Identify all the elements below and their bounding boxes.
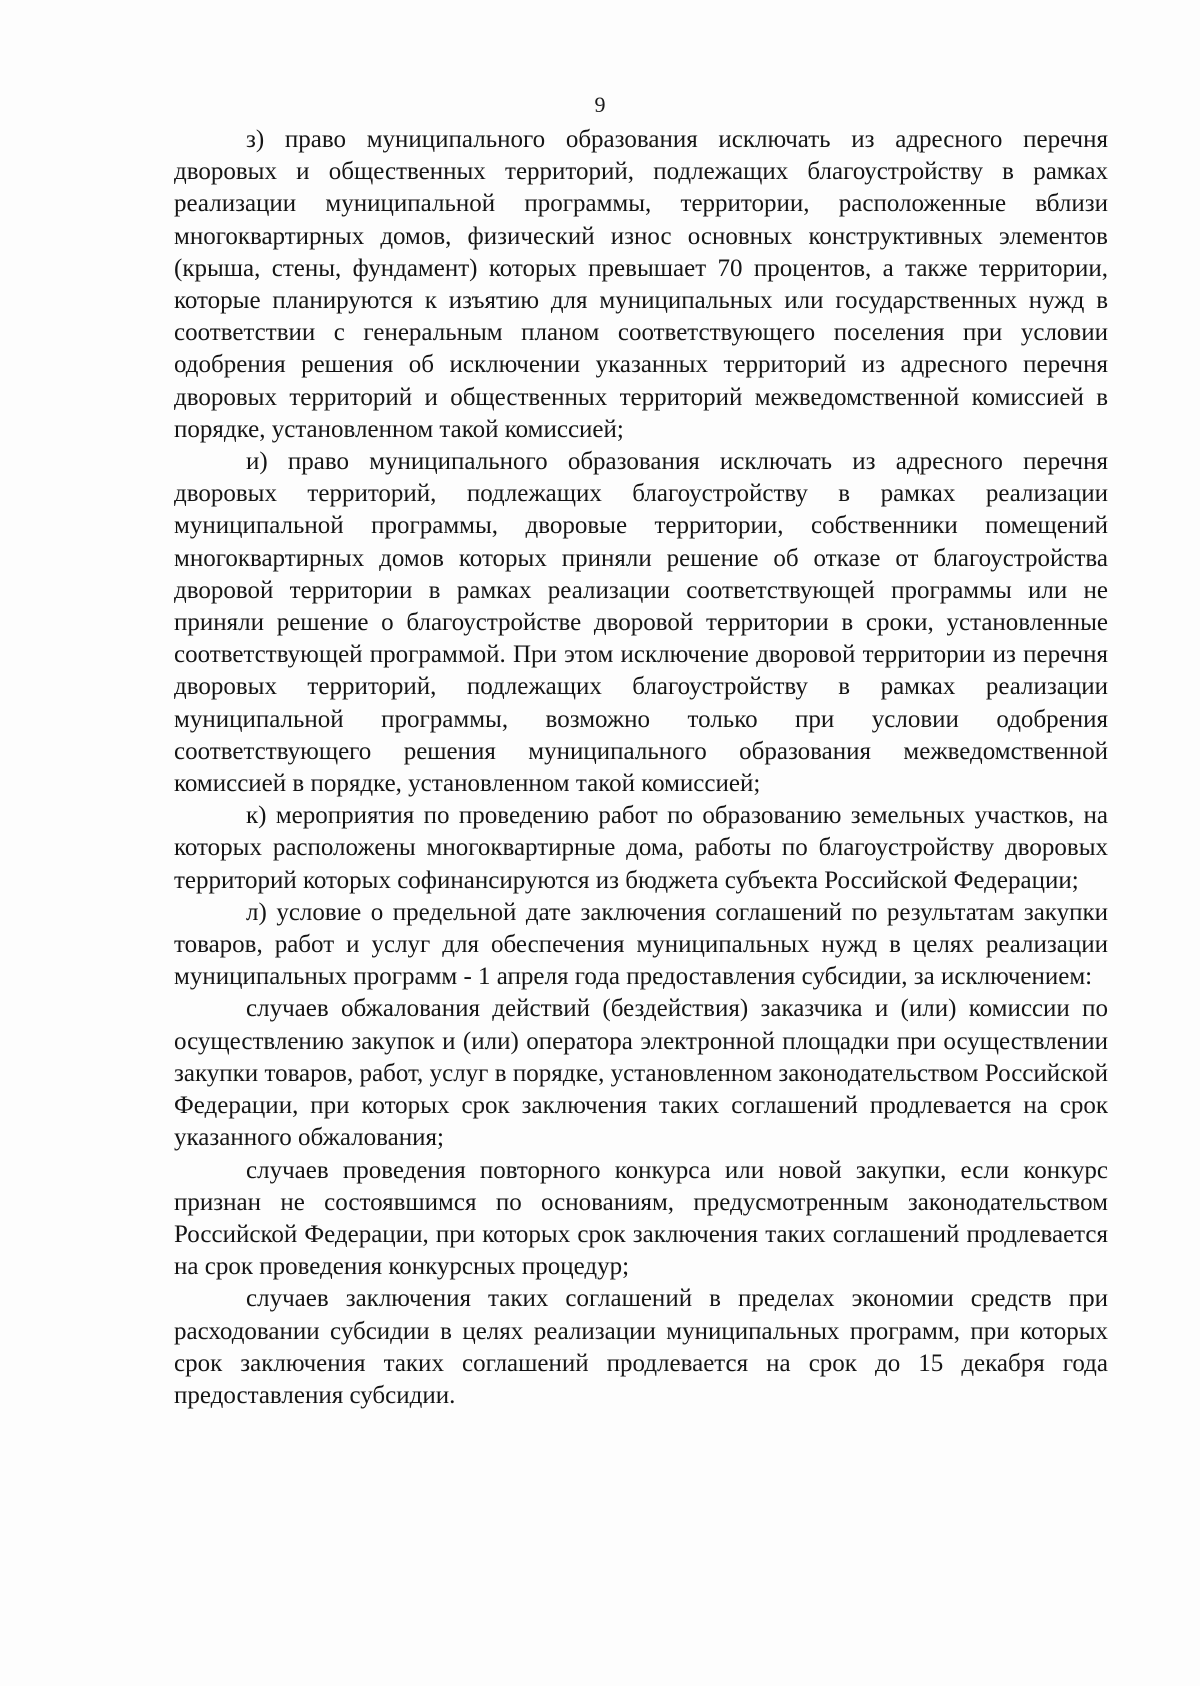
paragraph-savings-cases: случаев заключения таких соглашений в пределах экономии средств при расходовании субсидии в целях реализации муниципальных программ, при которых срок заключения таких соглашений продлевается на срок до 15 декабря года предоставления субсидии. [174, 1285, 1108, 1409]
paragraph-appeal-cases: случаев обжалования действий (бездействия) заказчика и (или) комиссии по осуществлению закупок и (или) оператора электронной площадки при осуществлении закупки товаров, работ, услуг в порядке, установленном законодательством Российской Федерации, при которых срок заключения таких соглашений продлевается на срок указанного обжалования; [174, 995, 1108, 1152]
page-number: 9 [594, 92, 606, 117]
paragraph-k: к) мероприятия по проведению работ по образованию земельных участков, на которых расположены многоквартирные дома, работы по благоустройству дворовых территорий которых софинансируются из бюджета субъекта Российской Федерации; [174, 802, 1108, 894]
paragraph-l: л) условие о предельной дате заключения соглашений по результатам закупки товаров, работ и услуг для обеспечения муниципальных нужд в целях реализации муниципальных программ - 1 апреля года предоставления субсидии, за исключением: [174, 898, 1108, 991]
paragraph-i: и) право муниципального образования исключать из адресного перечня дворовых территорий, подлежащих благоустройству в рамках реализации муниципальной программы, дворовые территории, собственники помещений многоквартирных домов которых приняли решение об отказе от благоустройства дворовой территории в рамках реализации соответствующей программы или не приняли решение о благоустройстве дворовой территории в сроки, установленные соответствующей программой. При этом исключение дворовой территории из перечня дворовых территорий, подлежащих благоустройству в рамках реализации муниципальной программы, возможно только при условии одобрения соответствующего решения муниципального образования межведомственной комиссией в порядке, установленном такой комиссией; [174, 448, 1108, 798]
document-body [174, 124, 1108, 1412]
paragraph-repeat-tender-cases: случаев проведения повторного конкурса или новой закупки, если конкурс признан не состоявшимся по основаниям, предусмотренным законодательством Российской Федерации, при которых срок заключения таких соглашений продлевается на срок проведения конкурсных процедур; [174, 1156, 1108, 1281]
paragraph-z: з) право муниципального образования исключать из адресного перечня дворовых и общественных территорий, подлежащих благоустройству в рамках реализации муниципальной программы, территории, расположенные вблизи многоквартирных домов, физический износ основных конструктивных элементов (крыша, стены, фундамент) которых превышает 70 процентов, а также территории, которые планируются к изъятию для муниципальных или государственных нужд в соответствии с генеральным планом соответствующего поселения при условии одобрения решения об исключении указанных территорий из адресного перечня дворовых территорий и общественных территорий межведомственной комиссией в порядке, установленном такой комиссией; [174, 126, 1108, 443]
